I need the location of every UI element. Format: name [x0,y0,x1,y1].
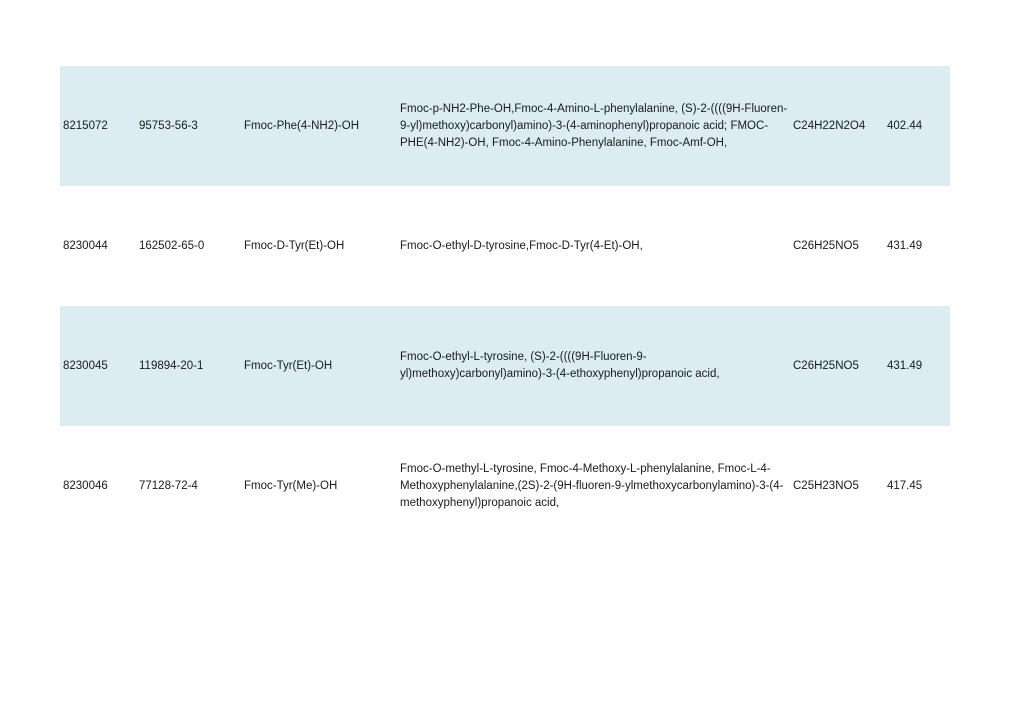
cas-number: 95753-56-3 [139,119,198,132]
synonyms: Fmoc-O-methyl-L-tyrosine, Fmoc-4-Methoxy-L-phenylalanine, Fmoc-L-4-Methoxyphenylalanine,(2S)-2-(9H-fluoren-9-ylmethoxycarbonylamino)-3-(4-methoxyphenyl)propanoic acid, [400,462,784,509]
synonyms: Fmoc-p-NH2-Phe-OH,Fmoc-4-Amino-L-phenylalanine, (S)-2-((((9H-Fluoren-9-yl)methoxy)carbonyl)amino)-3-(4-aminophenyl)propanoic acid; FMOC-PHE(4-NH2)-OH, Fmoc-4-Amino-Phenylalanine, Fmoc-Amf-OH, [400,102,788,149]
molecular-weight: 417.45 [887,479,923,492]
product-name: Fmoc-Tyr(Me)-OH [244,479,338,492]
molecular-weight: 431.49 [887,239,923,252]
molecular-formula: C25H23NO5 [793,479,859,492]
product-name: Fmoc-Tyr(Et)-OH [244,359,333,372]
catalog-number: 8230046 [63,479,108,492]
molecular-weight: 402.44 [887,119,923,132]
synonyms: Fmoc-O-ethyl-L-tyrosine, (S)-2-((((9H-Fluoren-9-yl)methoxy)carbonyl)amino)-3-(4-ethoxyphenyl)propanoic acid, [400,351,720,380]
molecular-formula: C24H22N2O4 [793,119,866,132]
table-row [60,426,950,546]
cas-number: 119894-20-1 [139,359,204,372]
catalog-number: 8230045 [63,359,108,372]
catalog-number: 8215072 [63,119,108,132]
table-row [60,306,950,426]
table-row [60,66,950,186]
catalog-number: 8230044 [63,239,108,252]
cas-number: 162502-65-0 [139,239,205,252]
cas-number: 77128-72-4 [139,479,198,492]
molecular-formula: C26H25NO5 [793,239,859,252]
table-row [60,186,950,306]
product-name: Fmoc-D-Tyr(Et)-OH [244,239,345,252]
product-name: Fmoc-Phe(4-NH2)-OH [244,119,360,132]
molecular-weight: 431.49 [887,359,923,372]
product-table [60,66,950,546]
synonyms: Fmoc-O-ethyl-D-tyrosine,Fmoc-D-Tyr(4-Et)-OH, [400,239,643,252]
molecular-formula: C26H25NO5 [793,359,859,372]
